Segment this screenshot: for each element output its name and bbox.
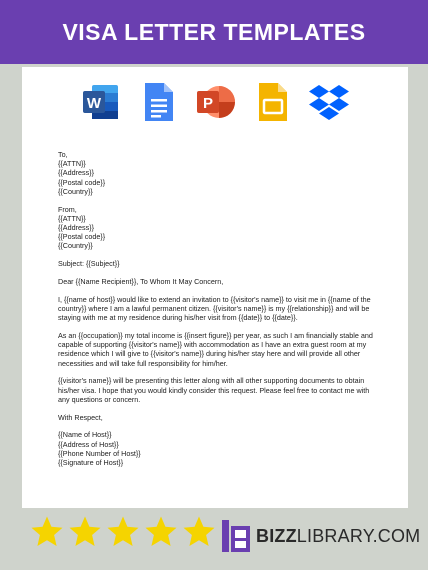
paragraph-line: country}} where I am a lawful permanent citizen. {{visitor's name}} is my {{relationship}} and will be: [58, 304, 370, 314]
to-block: [58, 150, 384, 196]
to-line: {{Postal code}}: [58, 177, 106, 187]
bizzlibrary-logo[interactable]: [222, 520, 420, 552]
star-icon: [68, 515, 102, 549]
subject-line: Subject: {{Subject}}: [58, 259, 120, 269]
to-line: {{Country}}: [58, 186, 93, 196]
from-line: {{Address}}: [58, 223, 94, 233]
brand-name-rest: LIBRARY.COM: [296, 525, 421, 546]
paragraph-line: capable of supporting {{visitor's name}} with accommodation as I have an extra guest room at my: [58, 340, 367, 350]
to-line: To,: [58, 150, 68, 159]
brand-name: [256, 526, 420, 547]
bizzlibrary-logo-icon: [222, 520, 250, 552]
app-icon-row: [22, 79, 408, 127]
star-icon: [144, 515, 178, 549]
paragraph-line: any questions or concern.: [58, 394, 141, 404]
dropbox-icon[interactable]: [306, 79, 352, 125]
to-line: {{Address}}: [58, 168, 94, 178]
paragraph-line: {{visitor's name}} will be presenting this letter along with all other supporting documents to obtain: [58, 376, 365, 386]
svg-text:P: P: [202, 95, 214, 112]
signature-line: {{Signature of Host}}: [58, 458, 124, 468]
from-line: {{Postal code}}: [58, 232, 106, 242]
star-icon: [106, 515, 140, 549]
word-icon[interactable]: [78, 79, 124, 125]
rating-stars: [30, 515, 216, 549]
paragraph-line: his/her visa. I hope that you would kindly consider this request. Please feel free to contact me with: [58, 385, 370, 395]
page-title: VISA LETTER TEMPLATES: [62, 18, 366, 45]
from-line: From,: [58, 204, 77, 214]
from-line: {{ATTN}}: [58, 213, 86, 223]
signature-line: {{Phone Number of Host}}: [58, 448, 141, 458]
footer: [0, 508, 428, 570]
paragraph-line: residence which I will give to {{visitor's name}} during his/her stay here and will provide all other: [58, 349, 361, 359]
powerpoint-icon[interactable]: [192, 79, 238, 125]
google-slides-icon[interactable]: [249, 79, 295, 125]
signature-block: [58, 430, 384, 467]
brand-name-bold: BIZZ: [256, 525, 297, 546]
star-icon: [30, 515, 64, 549]
paragraph-documents: [58, 376, 384, 404]
paragraph-line: As an {{occupation}} my total income is {{insert figure}} per year, as such I am financially stable and: [58, 331, 373, 341]
svg-text:W: W: [86, 95, 102, 112]
paragraph-line: I, {{name of host}} would like to extend an invitation to {{visitor's name}} to visit me in {{name of the: [58, 294, 371, 304]
paragraph-invitation: [58, 295, 384, 323]
closing-line: With Respect,: [58, 412, 103, 422]
letter-body: [58, 150, 384, 476]
paragraph-support: [58, 331, 384, 368]
from-line: {{Country}}: [58, 241, 93, 251]
greeting-line: Dear {{Name Recipient}}, To Whom It May Concern,: [58, 277, 224, 287]
signature-line: {{Address of Host}}: [58, 439, 119, 449]
paragraph-line: necessities and will take full responsibility for him/her.: [58, 358, 228, 368]
signature-line: {{Name of Host}}: [58, 430, 112, 440]
star-icon: [182, 515, 216, 549]
from-block: [58, 205, 384, 251]
paragraph-line: staying with me at my residence during his/her visit from {{date}} to {{date}}.: [58, 313, 298, 323]
letter-sheet: [22, 67, 408, 508]
to-line: {{ATTN}}: [58, 159, 86, 169]
title-banner: [0, 0, 428, 64]
google-docs-icon[interactable]: [135, 79, 181, 125]
